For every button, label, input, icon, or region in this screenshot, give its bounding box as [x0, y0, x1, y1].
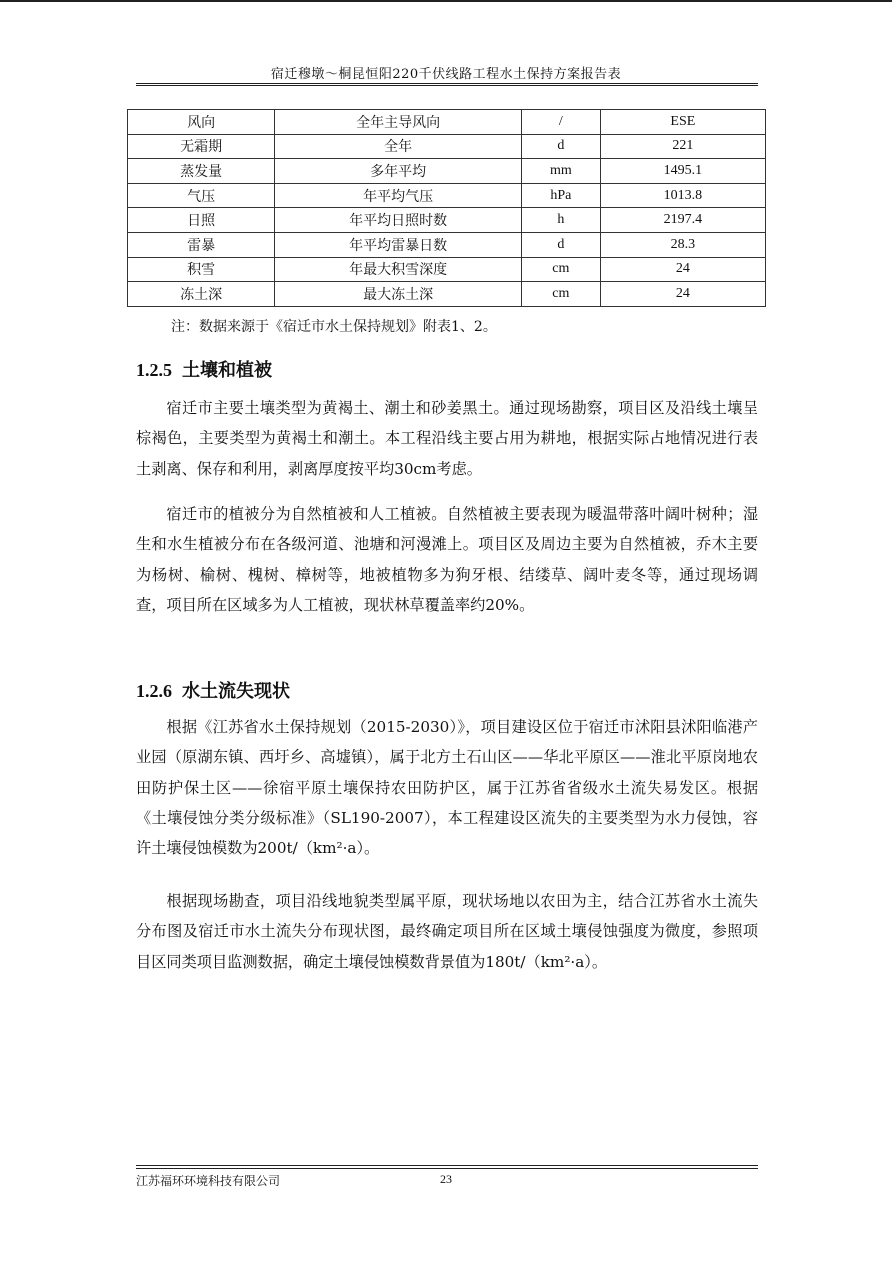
table-cell-item: 无霜期 [128, 134, 275, 159]
table-cell-item: 雷暴 [128, 232, 275, 257]
table-row [128, 134, 766, 159]
table-cell-desc: 年平均气压 [275, 183, 522, 208]
table-cell-unit: cm [521, 282, 600, 307]
table-row [128, 159, 766, 184]
table-cell-unit: h [521, 208, 600, 233]
table-row [128, 183, 766, 208]
top-border [0, 0, 892, 2]
table-cell-item: 蒸发量 [128, 159, 275, 184]
table-cell-unit: d [521, 134, 600, 159]
table-row [128, 257, 766, 282]
header-rule-secondary [136, 85, 758, 86]
table-cell-value: 2197.4 [600, 208, 765, 233]
table-cell-unit: hPa [521, 183, 600, 208]
table-cell-item: 风向 [128, 110, 275, 135]
table-cell-unit: cm [521, 257, 600, 282]
table-row [128, 208, 766, 233]
table-cell-value: 1013.8 [600, 183, 765, 208]
table-cell-desc: 全年 [275, 134, 522, 159]
table-row [128, 110, 766, 135]
footer-company: 江苏福环环境科技有限公司 [136, 1174, 281, 1188]
table-cell-value: 24 [600, 257, 765, 282]
table-cell-unit: / [521, 110, 600, 135]
climate-table [127, 109, 766, 307]
table-row [128, 282, 766, 307]
section-heading [136, 677, 290, 703]
table-cell-desc: 年平均雷暴日数 [275, 232, 522, 257]
section-number: 1.2.5 [136, 360, 172, 380]
paragraph: 宿迁市主要土壤类型为黄褐土、潮土和砂姜黑土。通过现场勘察，项目区及沿线土壤呈棕褐色，主要类型为黄褐土和潮土。本工程沿线主要占用为耕地，根据实际占地情况进行表土剥离、保存和利用，剥离厚度按平均30cm考虑。 [136, 399, 758, 478]
table-cell-desc: 年平均日照时数 [275, 208, 522, 233]
section-heading [136, 356, 272, 382]
section-title: 土壤和植被 [182, 360, 272, 381]
table-cell-value: 221 [600, 134, 765, 159]
section-title: 水土流失现状 [182, 681, 290, 702]
table-cell-unit: mm [521, 159, 600, 184]
paragraph: 根据《江苏省水土保持规划（2015-2030）》，项目建设区位于宿迁市沭阳县沭阳临港产业园（原湖东镇、西圩乡、高墟镇），属于北方土石山区——华北平原区——淮北平原岗地农田防护保土区——徐宿平原土壤保持农田防护区，属于江苏省省级水土流失易发区。根据《土壤侵蚀分类分级标准》（SL190-2007），本工程建设区流失的主要类型为水力侵蚀，容许土壤侵蚀模数为200t/（km²·a）。 [136, 718, 758, 857]
paragraph: 宿迁市的植被分为自然植被和人工植被。自然植被主要表现为暖温带落叶阔叶树种；湿生和水生植被分布在各级河道、池塘和河漫滩上。项目区及周边主要为自然植被，乔木主要为杨树、榆树、槐树、樟树等，地被植物多为狗牙根、结缕草、阔叶麦冬等，通过现场调查，项目所在区域多为人工植被，现状林草覆盖率约20%。 [136, 505, 758, 614]
table-cell-desc: 最大冻土深 [275, 282, 522, 307]
table-cell-value: 28.3 [600, 232, 765, 257]
page-number: 23 [440, 1172, 452, 1186]
table-cell-desc: 年最大积雪深度 [275, 257, 522, 282]
footer-rule [136, 1165, 758, 1166]
table-cell-desc: 全年主导风向 [275, 110, 522, 135]
paragraph: 根据现场勘查，项目沿线地貌类型属平原，现状场地以农田为主，结合江苏省水土流失分布图及宿迁市水土流失分布现状图，最终确定项目所在区域土壤侵蚀强度为微度，参照项目区同类项目监测数据，确定土壤侵蚀模数背景值为180t/（km²·a）。 [136, 892, 758, 971]
table-cell-value: 24 [600, 282, 765, 307]
table-cell-item: 冻土深 [128, 282, 275, 307]
header-rule [136, 83, 758, 84]
section-number: 1.2.6 [136, 681, 172, 701]
table-cell-item: 日照 [128, 208, 275, 233]
table-cell-item: 积雪 [128, 257, 275, 282]
table-cell-unit: d [521, 232, 600, 257]
footer-rule-secondary [136, 1168, 758, 1169]
table-cell-value: 1495.1 [600, 159, 765, 184]
table-note: 注：数据来源于《宿迁市水土保持规划》附表1、2。 [171, 319, 497, 335]
table-cell-desc: 多年平均 [275, 159, 522, 184]
header-title: 宿迁穆墩～桐昆恒阳220千伏线路工程水土保持方案报告表 [270, 67, 622, 82]
table-cell-item: 气压 [128, 183, 275, 208]
table-row [128, 232, 766, 257]
table-cell-value: ESE [600, 110, 765, 135]
